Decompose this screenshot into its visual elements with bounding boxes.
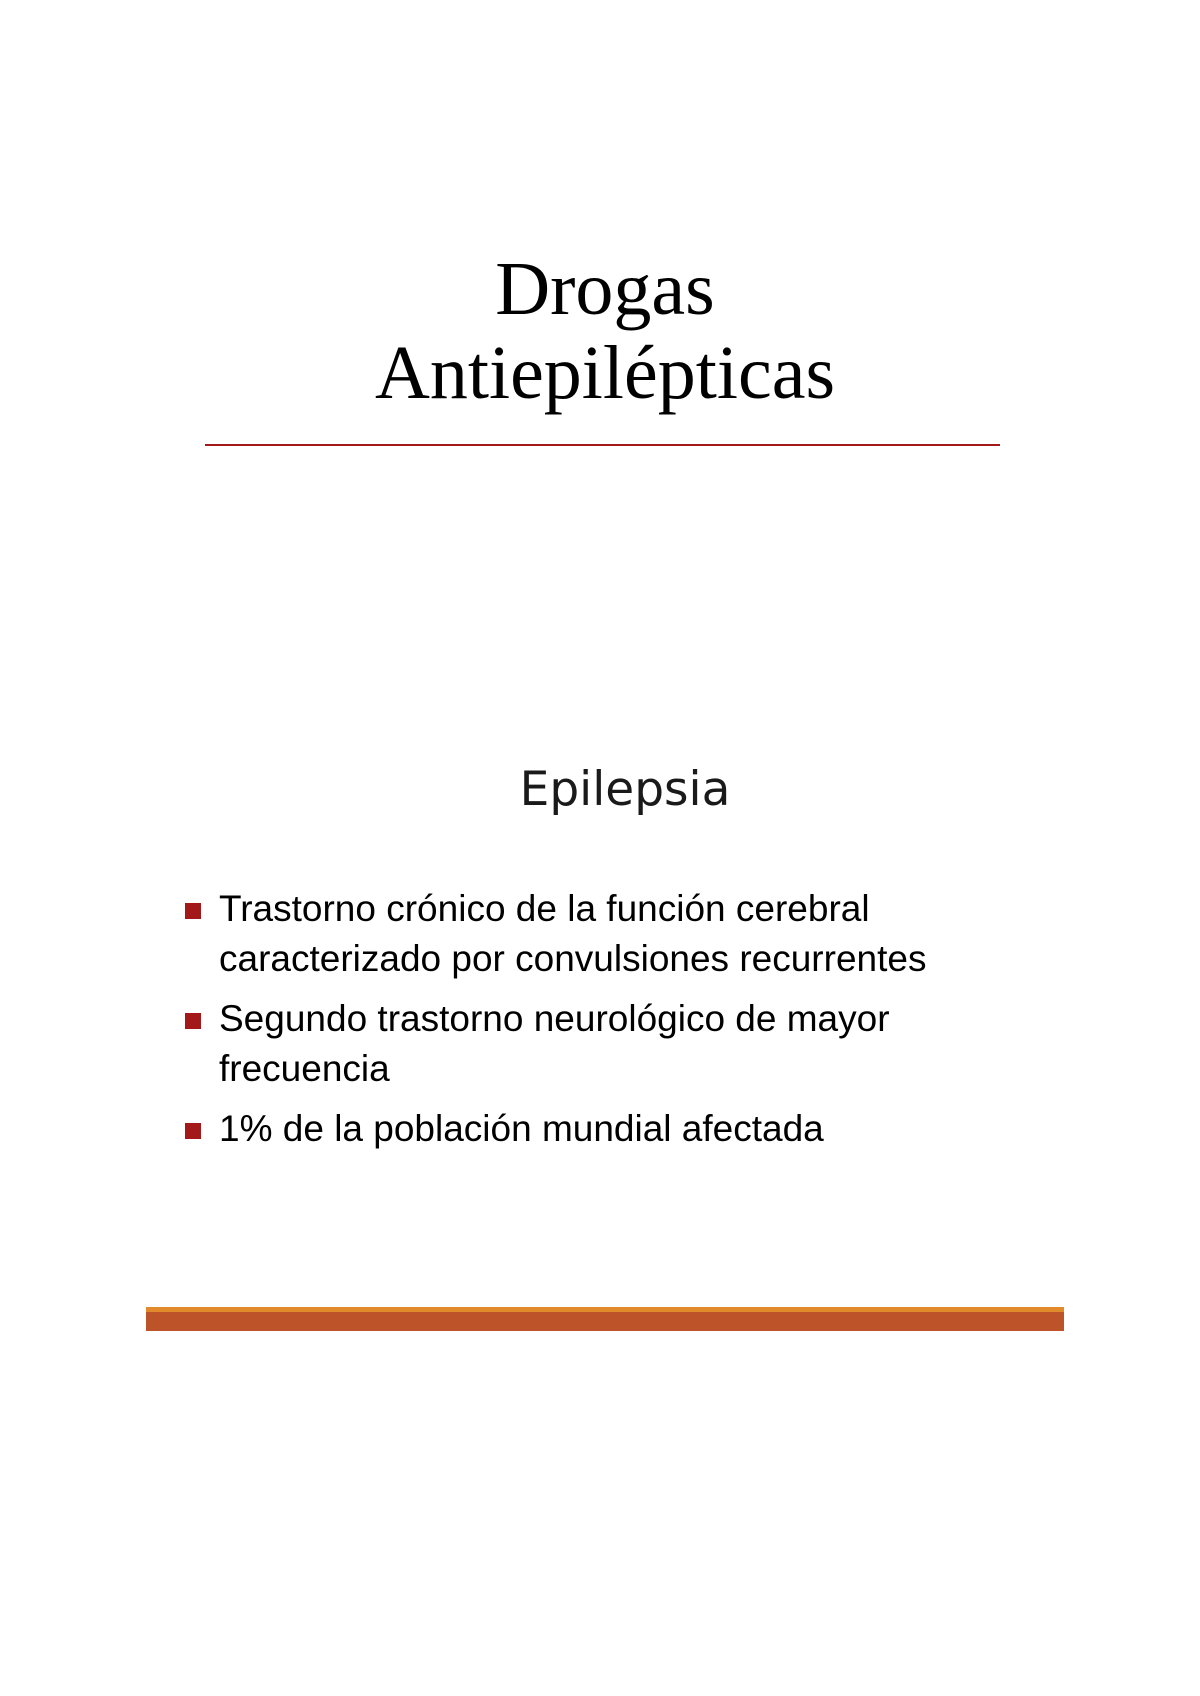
slide-title-line-2: Antiepilépticas [374,331,836,415]
square-bullet-icon [185,903,201,919]
footer-bar [146,1307,1064,1331]
slide-title [205,247,1005,415]
square-bullet-icon [185,1123,201,1139]
bullet-list [185,884,1065,1164]
bullet-text: 1% de la población mundial afectada [219,1108,824,1149]
bullet-text: Segundo trastorno neurológico de mayor frecuencia [219,998,890,1089]
bullet-text: Trastorno crónico de la función cerebral caracterizado por convulsiones recurrentes [219,888,927,979]
bullet-item [185,994,1065,1094]
slide-title-line-1: Drogas [495,247,715,331]
title-divider [205,444,1000,446]
square-bullet-icon [185,1013,201,1029]
bullet-item [185,1104,1065,1154]
bullet-item [185,884,1065,984]
section-heading: Epilepsia [519,762,731,817]
